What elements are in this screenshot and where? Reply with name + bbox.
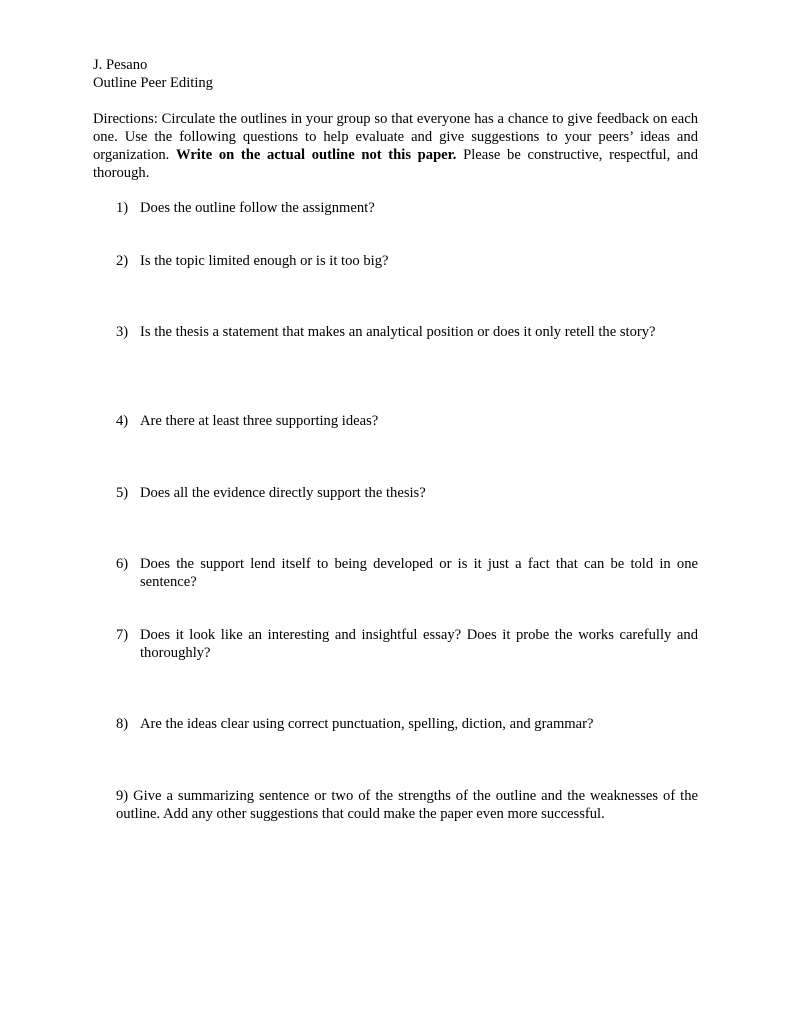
question-text: Is the thesis a statement that makes an analytical position or does it only retell the story? [140,324,656,340]
directions-emphasis: Write on the actual outline not this paper. [175,147,457,163]
directions-paragraph [93,110,698,182]
question-text: Does it look like an interesting and insightful essay? Does it probe the works carefully and thoroughly? [140,627,698,661]
question-4 [116,412,698,430]
question-text: Does the support lend itself to being developed or is it just a fact that can be told in one sentence? [140,556,698,590]
question-number: 6) [116,556,129,572]
question-text: Is the topic limited enough or is it too big? [140,253,389,269]
question-number: 4) [116,413,129,429]
author-name: J. Pesano [93,57,148,73]
question-7 [116,626,698,662]
question-5 [116,484,698,502]
question-2 [116,252,698,270]
question-3 [116,323,698,341]
directions-intro: Directions: Circulate the outlines in your group so that everyone has a chance to give feedback on each one. Use the following questions to help evaluate and give suggestions to your peers’ ideas and organization. [93,111,698,163]
question-text: Are there at least three supporting ideas? [140,413,379,429]
question-number: 2) [116,253,129,269]
question-text: Are the ideas clear using correct punctuation, spelling, diction, and grammar? [140,716,594,732]
document-title: Outline Peer Editing [93,75,213,91]
question-number: 8) [116,716,129,732]
question-1 [116,199,698,217]
question-9: 9) Give a summarizing sentence or two of the strengths of the outline and the weaknesses of the outline. Add any other suggestions that could make the paper even more successful. [116,788,698,822]
question-number: 5) [116,485,129,501]
question-text: Does the outline follow the assignment? [140,200,375,216]
question-number: 3) [116,324,129,340]
question-number: 7) [116,627,129,643]
question-6 [116,555,698,591]
question-number: 1) [116,200,129,216]
question-8 [116,715,698,733]
question-text: Does all the evidence directly support the thesis? [140,485,426,501]
directions-outro: Please be constructive, respectful, and thorough. [93,147,698,181]
